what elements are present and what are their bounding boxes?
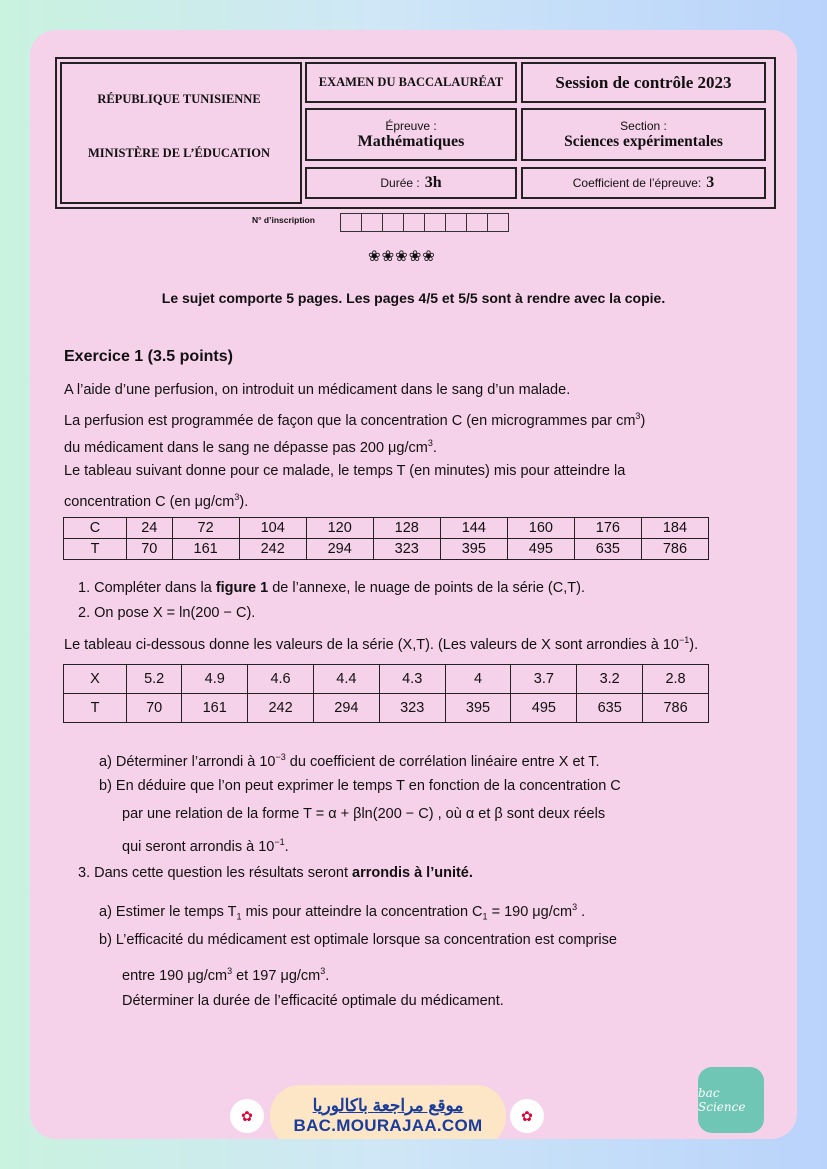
table-row-label: X	[64, 665, 127, 694]
q3b-mid: et 197 μg/cm	[232, 967, 321, 984]
table-cell: 3.2	[577, 665, 643, 694]
sup-3: 3	[572, 902, 578, 912]
q2-end: ).	[689, 636, 699, 653]
intro-3-end: .	[432, 439, 437, 456]
table-cell: 144	[440, 518, 507, 539]
epreuve-label: Épreuve :	[385, 118, 437, 133]
inscription-digit-box[interactable]	[425, 214, 446, 231]
table-cell: 635	[577, 694, 643, 723]
page-note: Le sujet comporte 5 pages. Les pages 4/5 et 5/5 sont à rendre avec la copie.	[161, 290, 666, 306]
session-cell	[521, 62, 766, 103]
inscription-label: N° d’inscription	[252, 215, 315, 225]
table-cell: 4.4	[313, 665, 379, 694]
table-cell: 323	[379, 694, 445, 723]
q3a-sub: 1	[236, 911, 242, 922]
exam-label: EXAMEN DU BACCALAURÉAT	[318, 75, 504, 89]
question-2-text	[64, 631, 698, 654]
q2a-sup: −3	[275, 752, 286, 762]
intro-line-4: Le tableau suivant donne pour ce malade, le temps T (en minutes) mis pour atteindre la	[64, 463, 626, 479]
question-2a	[99, 748, 600, 771]
q2b-sup: −1	[274, 837, 285, 847]
q2-text: Le tableau ci-dessous donne les valeurs de la série (X,T). (Les valeurs de X sont arrondies à 10	[64, 636, 679, 653]
q2a-end: du coefficient de corrélation linéaire entre X et T.	[285, 753, 600, 770]
table-row-label: T	[64, 539, 127, 560]
inscription-digit-box[interactable]	[341, 214, 362, 231]
intro-5-text: concentration C (en μg/cm	[64, 493, 235, 510]
sup-3: 3	[635, 411, 641, 421]
coef-cell	[521, 167, 766, 199]
table-cell: 395	[440, 539, 507, 560]
table-cell: 161	[182, 694, 248, 723]
header-left-box	[60, 62, 302, 204]
inscription-digit-box[interactable]	[488, 214, 508, 231]
intro-5-end: ).	[239, 493, 249, 510]
question-3	[78, 864, 473, 882]
site-logo-icon: ✿	[230, 1099, 264, 1133]
sup-3: 3	[234, 492, 240, 502]
intro-2-text: La perfusion est programmée de façon que la concentration C (en microgrammes par cm	[64, 412, 636, 429]
intro-line-5	[64, 488, 248, 511]
q3a-end: .	[577, 903, 586, 920]
question-3b-line-1: b) L’efficacité du médicament est optimale lorsque sa concentration est comprise	[99, 932, 617, 948]
table-cell: 184	[641, 518, 708, 539]
ministry-label: MINISTÈRE DE L’ÉDUCATION	[88, 146, 270, 160]
q3a-sub: 1	[482, 911, 488, 922]
table-row	[64, 665, 709, 694]
duree-cell	[305, 167, 517, 199]
bac-science-logo-text: bac Science	[698, 1086, 746, 1114]
question-1	[78, 579, 585, 597]
table-cell: 104	[239, 518, 306, 539]
ornament-flowers	[368, 248, 436, 265]
section-value: Sciences expérimentales	[564, 132, 723, 150]
table-cell: 242	[248, 694, 314, 723]
table-row-label: C	[64, 518, 127, 539]
coef-label: Coefficient de l’épreuve:	[572, 176, 702, 190]
inscription-digit-box[interactable]	[446, 214, 467, 231]
table-row	[64, 694, 709, 723]
table-cell: 635	[574, 539, 641, 560]
coef-value: 3	[706, 174, 715, 191]
table-cell: 294	[306, 539, 373, 560]
q2a-text: a) Déterminer l’arrondi à 10	[99, 753, 276, 770]
table-cell: 323	[373, 539, 440, 560]
table-cell: 4.3	[379, 665, 445, 694]
section-label: Section :	[620, 118, 667, 133]
question-3b-line-2	[122, 962, 329, 985]
intro-2-end: )	[640, 412, 646, 429]
table-cell: 3.7	[511, 665, 577, 694]
table-cell: 495	[511, 694, 577, 723]
table-cell: 24	[127, 518, 173, 539]
bac-science-logo	[698, 1067, 764, 1133]
question-3b-line-3: Déterminer la durée de l’efficacité optimale du médicament.	[122, 993, 504, 1009]
intro-line-2	[64, 407, 645, 430]
inscription-digit-box[interactable]	[362, 214, 383, 231]
q2-sup: −1	[678, 635, 690, 645]
inscription-boxes[interactable]	[340, 213, 509, 232]
table-cell: 786	[641, 539, 708, 560]
q3-bold: arrondis à l’unité.	[352, 865, 473, 881]
duree-label: Durée :	[380, 176, 420, 190]
table-cell: 5.2	[127, 665, 182, 694]
q3a-text: a) Estimer le temps T	[99, 903, 237, 920]
site-logo-icon: ✿	[510, 1099, 544, 1133]
exam-cell	[305, 62, 517, 103]
epreuve-cell	[305, 108, 517, 161]
sup-3: 3	[427, 438, 433, 448]
question-2b-line-3	[122, 833, 289, 856]
site-banner[interactable]	[270, 1085, 506, 1139]
table-cell: 70	[127, 539, 173, 560]
table-cell: 4.9	[182, 665, 248, 694]
section-cell	[521, 108, 766, 161]
question-2b-line-2: par une relation de la forme T = α + βln(200 − C) , où α et β sont deux réels	[122, 806, 606, 822]
table-cell: 72	[172, 518, 239, 539]
inscription-digit-box[interactable]	[404, 214, 425, 231]
table-cell: 160	[507, 518, 574, 539]
intro-line-3	[64, 434, 437, 457]
question-2b-line-1: b) En déduire que l’on peut exprimer le temps T en fonction de la concentration C	[99, 778, 621, 794]
q3a-mid: mis pour atteindre la concentration C	[241, 903, 483, 920]
table-cell: 128	[373, 518, 440, 539]
question-3a	[99, 898, 585, 926]
q2b-text: qui seront arrondis à 10	[122, 838, 275, 855]
intro-3-text: du médicament dans le sang ne dépasse pas 200 μg/cm	[64, 439, 428, 456]
table-cell: 2.8	[643, 665, 709, 694]
intro-line-1: A l’aide d’une perfusion, on introduit un médicament dans le sang d’un malade.	[64, 382, 571, 398]
site-url[interactable]: BAC.MOURAJAA.COM	[293, 1116, 483, 1135]
q1-text: 1. Compléter dans la	[78, 580, 216, 596]
sup-3: 3	[320, 966, 326, 976]
sup-3: 3	[227, 966, 233, 976]
table-cell: 4	[445, 665, 511, 694]
q2b-end: .	[284, 838, 289, 855]
q3-text: 3. Dans cette question les résultats seront	[78, 865, 353, 881]
table-cell: 70	[127, 694, 182, 723]
question-2: 2. On pose X = ln(200 − C).	[78, 605, 256, 621]
table-cell: 4.6	[248, 665, 314, 694]
duree-value: 3h	[424, 174, 442, 191]
exercise-title: Exercice 1 (3.5 points)	[64, 348, 233, 365]
q1-end: de l’annexe, le nuage de points de la série (C,T).	[268, 580, 585, 596]
table-cell: 495	[507, 539, 574, 560]
table-row	[64, 518, 709, 539]
inscription-digit-box[interactable]	[467, 214, 488, 231]
q3b-text: entre 190 μg/cm	[122, 967, 228, 984]
session-label: Session de contrôle 2023	[555, 72, 732, 92]
table-cell: 242	[239, 539, 306, 560]
table-cell: 294	[313, 694, 379, 723]
site-arabic-name[interactable]: موقع مراجعة باكالوريا	[312, 1096, 464, 1115]
table-row-label: T	[64, 694, 127, 723]
exam-sheet	[30, 30, 797, 1139]
table-cell: 786	[643, 694, 709, 723]
table-cell: 395	[445, 694, 511, 723]
table-x-t	[63, 664, 709, 723]
q3a-value: = 190 μg/cm	[487, 903, 573, 920]
ornament-glyphs: ❀❀❀❀❀	[368, 248, 436, 265]
q1-figure: figure 1	[215, 580, 269, 596]
republic-label: RÉPUBLIQUE TUNISIENNE	[97, 92, 261, 106]
table-cell: 120	[306, 518, 373, 539]
table-c-t	[63, 517, 709, 560]
table-cell: 176	[574, 518, 641, 539]
table-cell: 161	[172, 539, 239, 560]
inscription-digit-box[interactable]	[383, 214, 404, 231]
q3b-end: .	[325, 967, 330, 984]
epreuve-value: Mathématiques	[357, 132, 465, 150]
table-row	[64, 539, 709, 560]
